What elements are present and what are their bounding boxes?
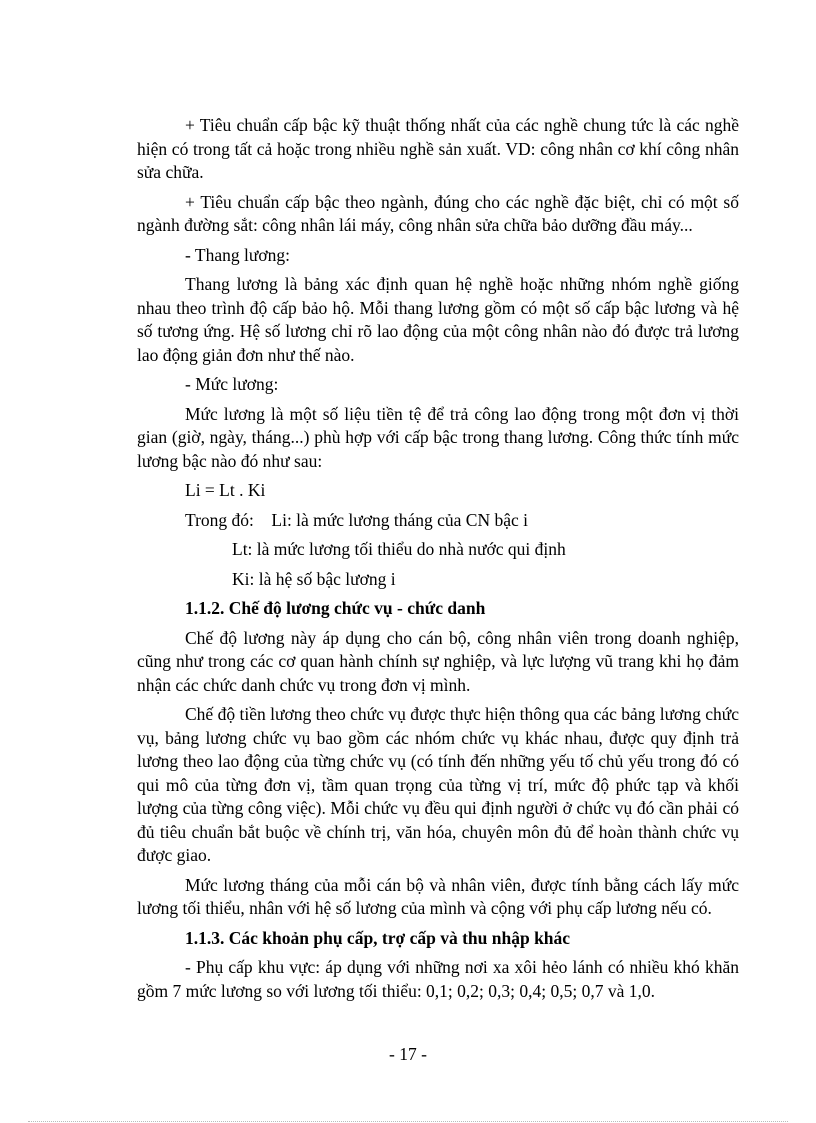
section-heading-1-1-3: 1.1.3. Các khoản phụ cấp, trợ cấp và thu nhập khác — [185, 927, 571, 948]
salary-formula: Li = Lt . Ki — [185, 480, 266, 500]
subheading-muc-luong: - Mức lương: — [185, 374, 279, 394]
paragraph: + Tiêu chuẩn cấp bậc theo ngành, đúng cho các nghề đặc biệt, chỉ có một số ngành đường sắt: công nhân lái máy, công nhân sửa chữa bảo dưỡng đầu máy... — [137, 191, 739, 235]
definition-li: Trong đó: Li: là mức lương tháng của CN bậc i — [185, 509, 529, 530]
paragraph: Chế độ lương này áp dụng cho cán bộ, công nhân viên trong doanh nghiệp, cũng như trong các cơ quan hành chính sự nghiệp, và lực lượng vũ trang khi họ đảm nhận các chức danh chức vụ trong đơn vị mình. — [137, 627, 739, 695]
section-heading-1-1-2: 1.1.2. Chế độ lương chức vụ - chức danh — [185, 598, 486, 618]
body-text — [137, 114, 739, 1003]
paragraph: + Tiêu chuẩn cấp bậc kỹ thuật thống nhất của các nghề chung tức là các nghề hiện có trong tất cả hoặc trong nhiều nghề sản xuất. VD: công nhân cơ khí công nhân sửa chữa. — [137, 115, 739, 182]
paragraph: Thang lương là bảng xác định quan hệ nghề hoặc những nhóm nghề giống nhau theo trình độ cấp bảo hộ. Mỗi thang lương gồm có một số cấp bậc lương và hệ số tương ứng. Hệ số lương chỉ rõ lao động của một công nhân nào đó được trả lương lao động giản đơn như thế nào. — [137, 274, 739, 365]
paragraph: Mức lương tháng của mỗi cán bộ và nhân viên, được tính bằng cách lấy mức lương tối thiểu, nhân với hệ số lương của mình và cộng với phụ cấp lương nếu có. — [137, 874, 739, 918]
paragraph: Mức lương là một số liệu tiền tệ để trả công lao động trong một đơn vị thời gian (giờ, ngày, tháng...) phù hợp với cấp bậc trong thang lương. Công thức tính mức lương bậc nào đó như sau: — [137, 403, 739, 471]
paragraph: - Phụ cấp khu vực: áp dụng với những nơi xa xôi hẻo lánh có nhiều khó khăn gồm 7 mức lương so với lương tối thiểu: 0,1; 0,2; 0,3; 0,4; 0,5; 0,7 và 1,0. — [137, 957, 739, 1001]
paragraph: Chế độ tiền lương theo chức vụ được thực hiện thông qua các bảng lương chức vụ, bảng lương chức vụ bao gồm các nhóm chức vụ khác nhau, được quy định trả lương theo lao động của từng chức vụ (có tính đến những yếu tố chủ yếu trong đó có qui mô của từng đơn vị, tầm quan trọng của từng vị trí, mức độ phức tạp và khối lượng của từng công việc). Mỗi chức vụ đều qui định người ở chức vụ đó cần phải có đủ tiêu chuẩn bắt buộc về chính trị, văn hóa, chuyên môn đủ để hoàn thành chức vụ được giao. — [137, 704, 739, 865]
page-edge-divider — [28, 1121, 788, 1122]
definition-lt: Lt: là mức lương tối thiểu do nhà nước qui định — [232, 539, 566, 559]
definition-ki: Ki: là hệ số bậc lương i — [232, 568, 396, 589]
page-number: - 17 - — [389, 1044, 427, 1064]
subheading-thang-luong: - Thang lương: — [185, 244, 290, 265]
